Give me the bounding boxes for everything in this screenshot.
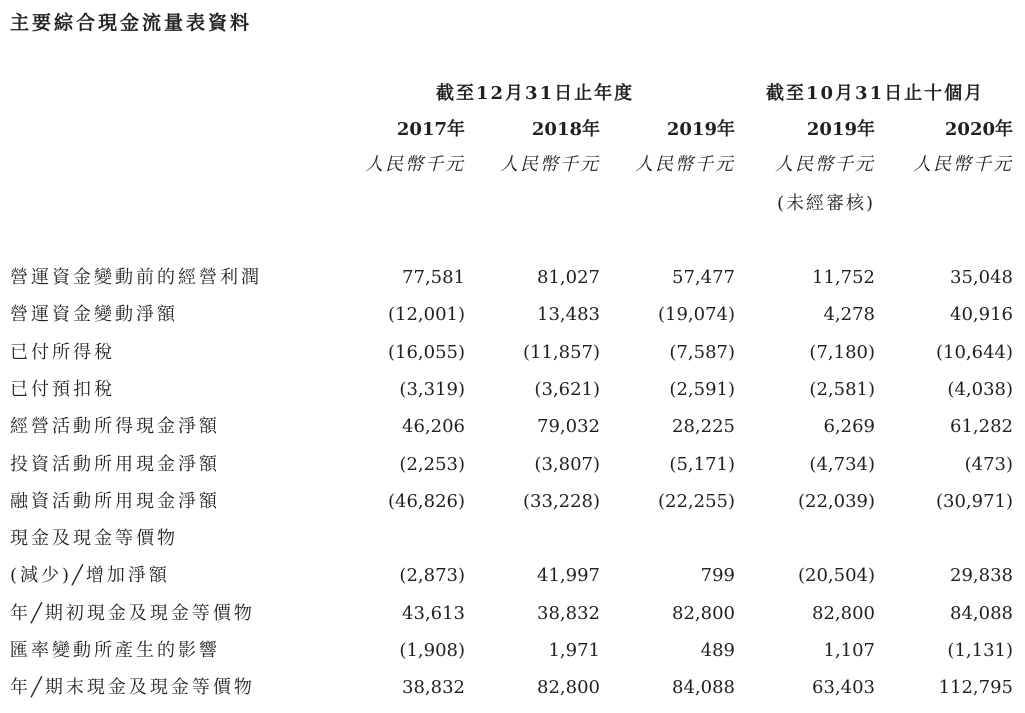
row-value: (3,621)	[534, 379, 600, 400]
table-row	[0, 563, 1025, 589]
row-value: 82,800	[812, 603, 875, 624]
row-value: (22,039)	[797, 491, 875, 512]
row-value: (46,826)	[387, 491, 465, 512]
column-year-2017: 2017年	[396, 119, 465, 140]
row-value: 46,206	[402, 416, 465, 437]
row-value: (3,807)	[534, 454, 600, 475]
row-label: 經營活動所得現金淨額	[10, 416, 220, 437]
row-value: 82,800	[537, 677, 600, 698]
row-value: (3,319)	[399, 379, 465, 400]
column-year-2018: 2018年	[531, 119, 600, 140]
row-value: 38,832	[402, 677, 465, 698]
column-unit: 人民幣千元	[775, 154, 875, 175]
row-value: (1,131)	[947, 640, 1013, 661]
row-value: (11,857)	[522, 342, 600, 363]
row-value: (10,644)	[935, 342, 1013, 363]
row-label: 融資活動所用現金淨額	[10, 491, 220, 512]
row-label: 現金及現金等價物	[10, 528, 178, 549]
row-value: 13,483	[537, 304, 600, 325]
row-value: 84,088	[672, 677, 735, 698]
row-label: 年╱期末現金及現金等價物	[10, 677, 255, 698]
row-value: 41,997	[537, 565, 600, 586]
row-value: 77,581	[402, 267, 465, 288]
column-year-2019: 2019年	[666, 119, 735, 140]
row-value: (5,171)	[669, 454, 735, 475]
row-label: 投資活動所用現金淨額	[10, 454, 220, 475]
table-row	[0, 675, 1025, 701]
row-value: 43,613	[402, 603, 465, 624]
row-label: (減少)╱增加淨額	[10, 565, 170, 586]
row-value: (7,180)	[809, 342, 875, 363]
row-value: 84,088	[950, 603, 1013, 624]
row-label: 已付預扣稅	[10, 379, 115, 400]
row-label: 匯率變動所產生的影響	[10, 640, 220, 661]
row-value: (1,908)	[399, 640, 465, 661]
row-value: (473)	[964, 454, 1013, 475]
row-value: 4,278	[823, 304, 875, 325]
row-value: (12,001)	[387, 304, 465, 325]
table-row	[0, 377, 1025, 403]
row-label: 年╱期初現金及現金等價物	[10, 603, 255, 624]
table-row	[0, 489, 1025, 515]
row-value: (20,504)	[797, 565, 875, 586]
row-value: 1,971	[548, 640, 600, 661]
row-label: 營運資金變動淨額	[10, 304, 178, 325]
row-value: 40,916	[950, 304, 1013, 325]
row-value: (2,591)	[669, 379, 735, 400]
row-label: 營運資金變動前的經營利潤	[10, 267, 262, 288]
row-value: 799	[700, 565, 735, 586]
row-value: 61,282	[950, 416, 1013, 437]
row-value: (19,074)	[657, 304, 735, 325]
row-value: 28,225	[672, 416, 735, 437]
row-value: (4,038)	[947, 379, 1013, 400]
row-value: (30,971)	[935, 491, 1013, 512]
row-value: (22,255)	[657, 491, 735, 512]
column-unit: 人民幣千元	[365, 154, 465, 175]
row-value: 81,027	[537, 267, 600, 288]
page-title: 主要綜合現金流量表資料	[10, 12, 253, 34]
table-row	[0, 265, 1025, 291]
table-row	[0, 601, 1025, 627]
row-value: (16,055)	[387, 342, 465, 363]
column-unit: 人民幣千元	[635, 154, 735, 175]
row-value: 1,107	[823, 640, 875, 661]
row-value: 11,752	[812, 267, 875, 288]
row-value: 489	[700, 640, 735, 661]
table-row	[0, 452, 1025, 478]
row-value: (2,873)	[399, 565, 465, 586]
row-value: 29,838	[950, 565, 1013, 586]
row-value: 112,795	[938, 677, 1013, 698]
row-value: (4,734)	[809, 454, 875, 475]
row-value: 57,477	[672, 267, 735, 288]
row-value: 38,832	[537, 603, 600, 624]
row-value: (2,581)	[809, 379, 875, 400]
row-label: 已付所得稅	[10, 342, 115, 363]
row-value: (33,228)	[522, 491, 600, 512]
table-row	[0, 526, 1025, 552]
table-row	[0, 340, 1025, 366]
row-value: (2,253)	[399, 454, 465, 475]
row-value: 35,048	[950, 267, 1013, 288]
row-value: (7,587)	[669, 342, 735, 363]
header-year-ended-dec31: 截至12月31日止年度	[436, 83, 635, 104]
column-unit: 人民幣千元	[913, 154, 1013, 175]
header-ten-months-ended-oct31: 截至10月31日止十個月	[766, 83, 985, 104]
column-year-2019-ten-months: 2019年	[806, 119, 875, 140]
column-unit: 人民幣千元	[500, 154, 600, 175]
row-value: 63,403	[812, 677, 875, 698]
row-value: 6,269	[823, 416, 875, 437]
column-year-2020-ten-months: 2020年	[944, 119, 1013, 140]
table-row	[0, 302, 1025, 328]
row-value: 82,800	[672, 603, 735, 624]
row-value: 79,032	[537, 416, 600, 437]
table-row	[0, 638, 1025, 664]
table-row	[0, 414, 1025, 440]
unaudited-note: (未經審核)	[776, 193, 875, 214]
